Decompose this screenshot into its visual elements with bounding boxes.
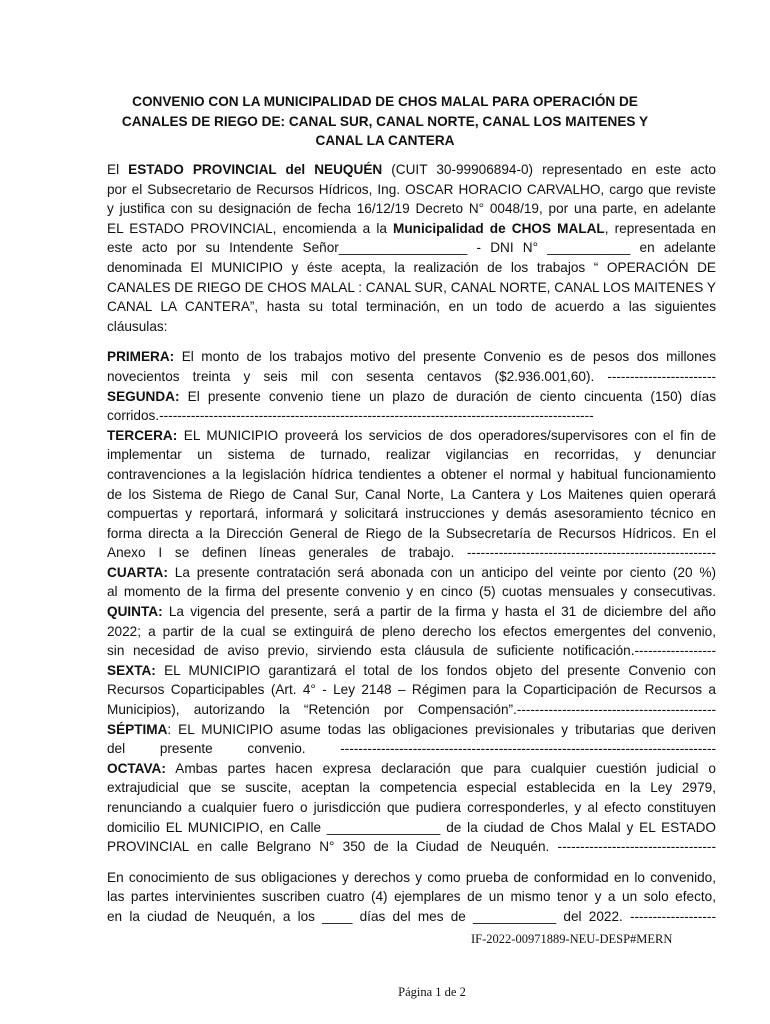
title-line: CANALES DE RIEGO DE: CANAL SUR, CANAL NORTE, CANAL LOS MAITENES Y — [121, 113, 649, 129]
document-title — [100, 92, 670, 151]
intro-paragraph — [107, 160, 716, 336]
text-line: Municipios), autorizando la “Retención por Compensación”.-------------------------------------------- — [107, 702, 716, 718]
text-line: sin necesidad de aviso previo, sirviendo esta cláusula de suficiente notificación.------------------ — [107, 643, 716, 659]
party-name: ESTADO PROVINCIAL del NEUQUÉN — [128, 162, 383, 177]
text: El presente convenio tiene un plazo de duración de ciento cincuenta (150) días — [179, 388, 716, 404]
text-line: cláusulas: — [107, 318, 168, 334]
text-line: extrajudicial que se suscite, aceptan la competencia especial establecida en la Ley 2979, — [107, 780, 716, 796]
text: El monto de los trabajos motivo del presente Convenio es de pesos dos millones — [174, 349, 716, 365]
text-line: implementar un sistema de turnado, realizar vigilancias en recorridas, y denunciar — [107, 447, 716, 463]
text-line: novecientos treinta y seis mil con sesenta centavos ($2.936.001,60). ------------------------ — [107, 368, 716, 384]
text-line: en la ciudad de Neuquén, a los ____ días del mes de ___________ del 2022. ------------------- — [107, 908, 716, 924]
text: Ambas partes hacen expresa declaración que para cualquier cuestión judicial o — [165, 760, 716, 776]
text-line: las partes intervinientes suscriben cuatro (4) ejemplares de un mismo tenor y a un solo efecto, — [107, 889, 716, 905]
text-line: denominada El MUNICIPIO y éste acepta, la realización de los trabajos “ OPERACIÓN DE — [107, 259, 716, 275]
text-line: de los Sistema de Riego de Canal Sur, Canal Norte, La Cantera y Los Maitenes quien operará — [107, 486, 716, 502]
clause-label: CUARTA: — [107, 564, 168, 580]
text: La presente contratación será abonada con un anticipo del veinte por ciento (20 %) — [167, 564, 716, 580]
document-id-code: IF-2022-00971889-NEU-DESP#MERN — [471, 932, 673, 946]
text-line: compuertas y reportará, informará y solicitará instrucciones y demás asesoramiento técnico en — [107, 506, 716, 522]
text-line: este acto por su Intendente Señor_________________ - DNI N° ___________ en adelante — [107, 240, 716, 256]
text: , representada en — [604, 220, 716, 236]
text: El — [107, 162, 129, 177]
clause-label: TERCERA: — [107, 427, 178, 443]
page-number: Página 1 de 2 — [398, 985, 466, 999]
clause-label: OCTAVA: — [107, 760, 166, 776]
text-line: Recursos Coparticipables (Art. 4° - Ley 2148 – Régimen para la Coparticipación de Recursos a — [107, 682, 716, 698]
text-line: por el Subsecretario de Recursos Hídricos, Ing. OSCAR HORACIO CARVALHO, cargo que reviste — [107, 181, 716, 197]
text-line: forma directa a la Dirección General de Riego de la Subsecretaría de Recursos Hídricos. En el — [107, 525, 716, 541]
text-line: al momento de la firma del presente convenio y en cinco (5) cuotas mensuales y consecutivas. — [107, 584, 716, 600]
text-line: PROVINCIAL en calle Belgrano N° 350 de la Ciudad de Neuquén. ----------------------------------- — [107, 839, 716, 855]
text-line: Anexo I se definen líneas generales de trabajo. ------------------------------------------------------- — [107, 545, 716, 561]
text: La vigencia del presente, será a partir de la firma y hasta el 31 de diciembre del año — [162, 604, 716, 620]
text: EL MUNICIPIO garantizará el total de los fondos objeto del presente Convenio con — [155, 662, 716, 678]
clauses-section — [107, 347, 716, 856]
text-line: del presente convenio. ----------------------------------------------------------------------------------- — [107, 741, 716, 757]
title-line: CONVENIO CON LA MUNICIPALIDAD DE CHOS MALAL PARA OPERACIÓN DE — [132, 94, 638, 109]
clause-label: QUINTA: — [107, 604, 163, 620]
clause-label: SÉPTIMA — [107, 721, 168, 737]
party-name: Municipalidad de CHOS MALAL — [393, 220, 605, 236]
title-line: CANAL LA CANTERA — [315, 133, 455, 148]
text-line: renunciando a cualquier fuero o jurisdicción que pudiera corresponderles, y al efecto constituyen — [107, 800, 716, 815]
text: : EL MUNICIPIO asume todas las obligaciones previsionales y tributarias que deriven — [167, 721, 716, 737]
text: (CUIT 30-99906894-0) representado en este acto — [382, 162, 716, 177]
text-line: corridos.------------------------------------------------------------------------------------------------ — [107, 408, 594, 424]
text-line: y justifica con su designación de fecha 16/12/19 Decreto N° 0048/19, por una parte, en adelante — [107, 201, 716, 217]
closing-paragraph — [107, 868, 716, 927]
clause-label: SEGUNDA: — [107, 388, 180, 404]
text-line: contravenciones a la legislación hídrica tendientes a obtener el normal y habitual funcionamiento — [107, 466, 716, 482]
clause-label: SEXTA: — [107, 662, 156, 678]
clause-label: PRIMERA: — [107, 349, 175, 365]
text-line: En conocimiento de sus obligaciones y derechos y como prueba de conformidad en lo convenido, — [107, 869, 716, 885]
text-line: 2022; a partir de la cual se extinguirá de pleno derecho los efectos emergentes del convenio, — [107, 623, 716, 639]
text-line: domicilio EL MUNICIPIO, en Calle _______________ de la ciudad de Chos Malal y EL ESTADO — [107, 819, 716, 835]
text: EL MUNICIPIO proveerá los servicios de dos operadores/supervisores con el fin de — [177, 427, 716, 443]
document-body — [107, 160, 716, 927]
text-line: CANAL LA CANTERA”, hasta su total terminación, en un todo de acuerdo a las siguientes — [107, 299, 716, 315]
text-line: CANALES DE RIEGO DE CHOS MALAL : CANAL SUR, CANAL NORTE, CANAL LOS MAITENES Y — [107, 279, 716, 295]
text: EL ESTADO PROVINCIAL, encomienda a la — [107, 220, 394, 236]
